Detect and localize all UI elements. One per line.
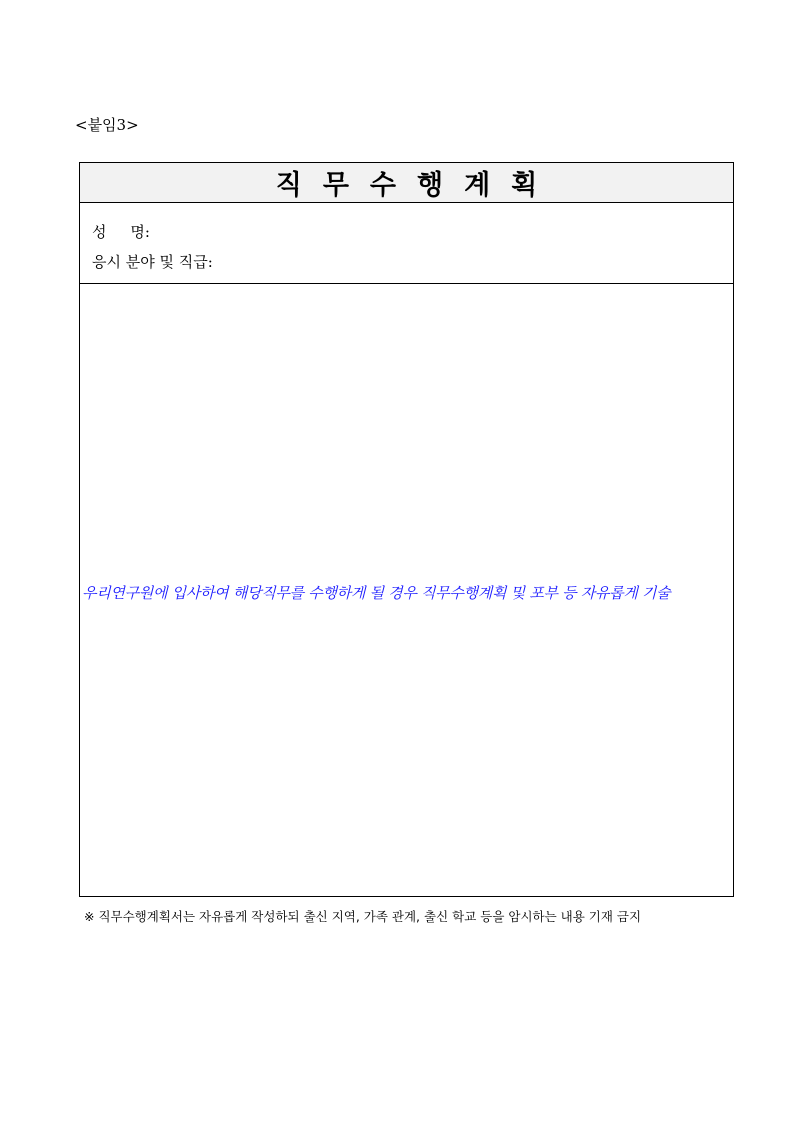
footnote: ※ 직무수행계획서는 자유롭게 작성하되 출신 지역, 가족 관계, 출신 학교 등을 암시하는 내용 기재 금지 bbox=[84, 909, 642, 924]
applicant-info-section bbox=[80, 203, 733, 284]
form-title: 직무수행계획 bbox=[275, 170, 559, 201]
job-plan-form bbox=[79, 162, 734, 897]
position-field-label[interactable]: 응시 분야 및 직급: bbox=[92, 253, 213, 271]
name-field-label[interactable]: 성 명: bbox=[92, 223, 150, 241]
job-plan-content-area[interactable] bbox=[80, 284, 733, 898]
attachment-label: <붙임3> bbox=[75, 116, 139, 134]
instruction-text: 우리연구원에 입사하여 해당직무를 수행하게 될 경우 직무수행계획 및 포부 등 자유롭게 기술 bbox=[82, 584, 671, 602]
form-title-row bbox=[80, 163, 733, 203]
